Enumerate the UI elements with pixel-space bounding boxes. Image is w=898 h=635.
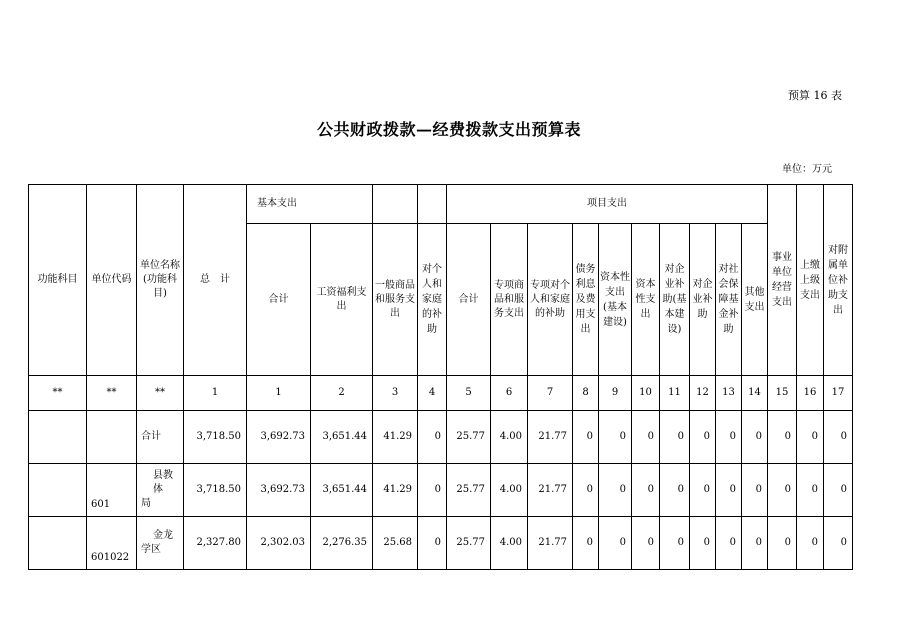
unit-name-line-1: 县教体 — [153, 470, 173, 495]
value-cell: 0 — [599, 411, 632, 464]
header-func-subject: 功能科目 — [29, 185, 87, 376]
unit-name-cell — [137, 464, 184, 517]
unit-code-cell — [87, 411, 137, 464]
budget-table — [28, 184, 853, 570]
header-row-1 — [29, 185, 853, 224]
value-cell: 0 — [797, 411, 824, 464]
value-cell: 0 — [418, 517, 447, 570]
value-cell: 0 — [768, 464, 797, 517]
value-cell: 0 — [824, 517, 853, 570]
index-cell: 5 — [447, 376, 491, 411]
index-cell: 2 — [311, 376, 373, 411]
value-cell: 0 — [768, 517, 797, 570]
value-cell: 0 — [797, 517, 824, 570]
index-row — [29, 376, 853, 411]
value-cell: 21.77 — [528, 464, 573, 517]
value-cell: 0 — [418, 464, 447, 517]
index-cell: 11 — [660, 376, 690, 411]
header-proj-goods: 专项商品和服务支出 — [491, 224, 528, 376]
index-cell: 4 — [418, 376, 447, 411]
unit-name-line-2: 局 — [141, 498, 151, 509]
table-row — [29, 411, 853, 464]
header-capital-build: 资本性支出(基本建设) — [599, 224, 632, 376]
header-personal: 对个人和家庭的补助 — [418, 224, 447, 376]
index-cell: 8 — [573, 376, 599, 411]
value-cell: 0 — [824, 464, 853, 517]
func-subject-cell — [29, 517, 87, 570]
index-cell: ** — [137, 376, 184, 411]
header-basic-sum: 合计 — [247, 224, 311, 376]
header-blank-1 — [373, 185, 418, 224]
header-debt: 债务利息及费用支出 — [573, 224, 599, 376]
value-cell: 4.00 — [491, 411, 528, 464]
value-cell: 0 — [599, 517, 632, 570]
value-cell: 0 — [824, 411, 853, 464]
header-goods: 一般商品和服务支出 — [373, 224, 418, 376]
table-row — [29, 517, 853, 570]
header-subsidiary: 对附属单位补助支出 — [824, 185, 853, 376]
value-cell: 0 — [660, 411, 690, 464]
index-cell: 15 — [768, 376, 797, 411]
index-cell: 6 — [491, 376, 528, 411]
value-cell: 0 — [716, 517, 742, 570]
unit-name-line-1: 金龙 — [153, 530, 173, 541]
value-cell: 0 — [573, 464, 599, 517]
value-cell: 25.68 — [373, 517, 418, 570]
value-cell: 2,276.35 — [311, 517, 373, 570]
header-upper: 上缴上级支出 — [797, 185, 824, 376]
value-cell: 0 — [418, 411, 447, 464]
value-cell: 0 — [716, 411, 742, 464]
value-cell: 41.29 — [373, 464, 418, 517]
index-cell: 12 — [690, 376, 716, 411]
value-cell: 0 — [716, 464, 742, 517]
value-cell: 25.77 — [447, 464, 491, 517]
index-cell: 1 — [247, 376, 311, 411]
index-cell: 16 — [797, 376, 824, 411]
index-cell: ** — [87, 376, 137, 411]
value-cell: 21.77 — [528, 517, 573, 570]
func-subject-cell — [29, 411, 87, 464]
value-cell: 3,718.50 — [184, 464, 247, 517]
value-cell: 3,651.44 — [311, 411, 373, 464]
value-cell: 2,327.80 — [184, 517, 247, 570]
value-cell: 0 — [690, 464, 716, 517]
index-cell: 1 — [184, 376, 247, 411]
value-cell: 25.77 — [447, 411, 491, 464]
index-cell: 14 — [742, 376, 768, 411]
header-social: 对社会保障基金补助 — [716, 224, 742, 376]
value-cell: 0 — [742, 517, 768, 570]
table-row — [29, 464, 853, 517]
table-number-label: 预算 16 表 — [788, 89, 842, 102]
header-business: 事业单位经营支出 — [768, 185, 797, 376]
index-cell: 17 — [824, 376, 853, 411]
header-basic-group: 基本支出 — [247, 185, 373, 224]
header-blank-2 — [418, 185, 447, 224]
unit-name-cell — [137, 517, 184, 570]
index-cell: 3 — [373, 376, 418, 411]
unit-label: 单位：万元 — [782, 164, 832, 175]
value-cell: 0 — [599, 464, 632, 517]
header-project-group: 项目支出 — [447, 185, 768, 224]
value-cell: 21.77 — [528, 411, 573, 464]
value-cell: 0 — [690, 411, 716, 464]
index-cell: 13 — [716, 376, 742, 411]
func-subject-cell — [29, 464, 87, 517]
value-cell: 0 — [660, 464, 690, 517]
header-capital: 资本性支出 — [632, 224, 660, 376]
unit-code-cell: 601 — [87, 464, 137, 517]
value-cell: 0 — [742, 464, 768, 517]
header-unit-name: 单位名称(功能科目) — [137, 185, 184, 376]
header-enterprise-build: 对企业补助(基本建设) — [660, 224, 690, 376]
value-cell: 0 — [797, 464, 824, 517]
index-cell: ** — [29, 376, 87, 411]
value-cell: 0 — [742, 411, 768, 464]
value-cell: 4.00 — [491, 517, 528, 570]
value-cell: 25.77 — [447, 517, 491, 570]
value-cell: 0 — [632, 411, 660, 464]
header-other: 其他支出 — [742, 224, 768, 376]
unit-code-cell: 601022 — [87, 517, 137, 570]
value-cell: 2,302.03 — [247, 517, 311, 570]
value-cell: 0 — [660, 517, 690, 570]
index-cell: 9 — [599, 376, 632, 411]
value-cell: 3,692.73 — [247, 411, 311, 464]
value-cell: 3,718.50 — [184, 411, 247, 464]
header-enterprise: 对企业补助 — [690, 224, 716, 376]
value-cell: 3,692.73 — [247, 464, 311, 517]
page-title: 公共财政拨款—经费拨款支出预算表 — [316, 120, 581, 139]
value-cell: 0 — [573, 411, 599, 464]
unit-name-line-2: 学区 — [141, 544, 161, 555]
value-cell: 0 — [768, 411, 797, 464]
header-total: 总 计 — [184, 185, 247, 376]
header-proj-personal: 专项对个人和家庭的补助 — [528, 224, 573, 376]
unit-name-cell: 合计 — [137, 411, 184, 464]
value-cell: 0 — [632, 464, 660, 517]
value-cell: 0 — [632, 517, 660, 570]
header-wages: 工资福利支出 — [311, 224, 373, 376]
value-cell: 4.00 — [491, 464, 528, 517]
value-cell: 0 — [573, 517, 599, 570]
value-cell: 0 — [690, 517, 716, 570]
value-cell: 3,651.44 — [311, 464, 373, 517]
header-unit-code: 单位代码 — [87, 185, 137, 376]
index-cell: 10 — [632, 376, 660, 411]
header-proj-sum: 合计 — [447, 224, 491, 376]
value-cell: 41.29 — [373, 411, 418, 464]
index-cell: 7 — [528, 376, 573, 411]
